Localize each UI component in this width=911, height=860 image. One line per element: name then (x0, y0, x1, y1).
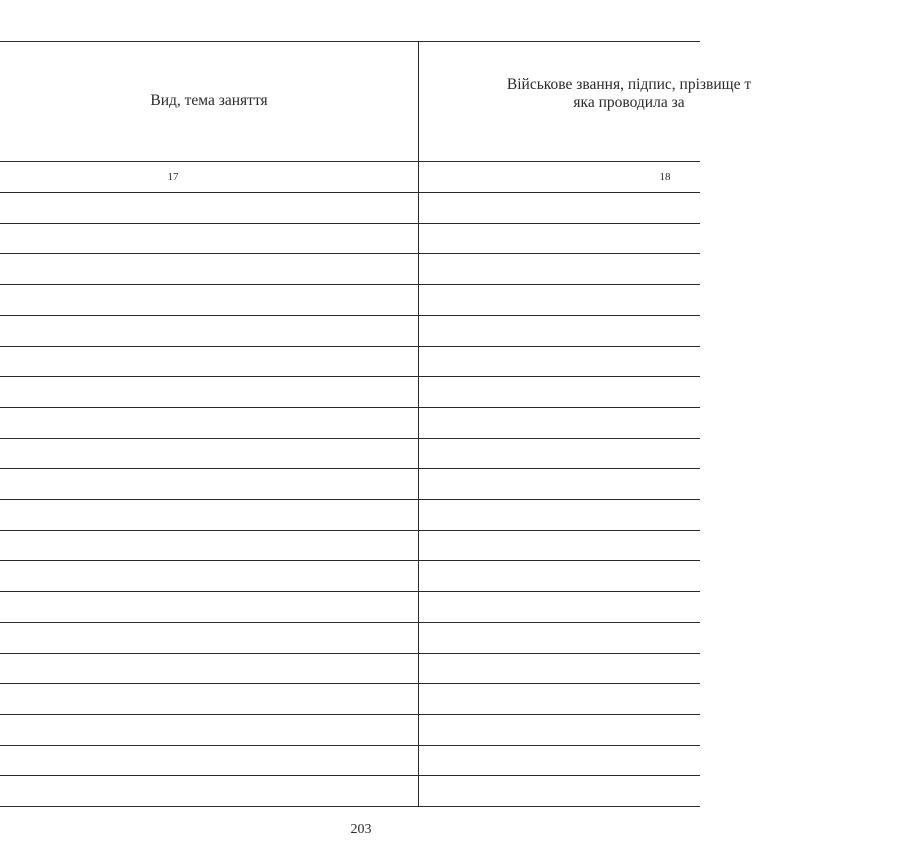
column-number-18 (419, 161, 911, 192)
table-row-cell-instructor (420, 377, 700, 406)
table-row-cell-instructor (420, 347, 700, 376)
table-row-cell-instructor (420, 715, 700, 744)
table-row-cell-instructor (420, 254, 700, 283)
column-header-label-line-1: Військове звання, підпис, прізвище т (506, 76, 752, 93)
column-number-17 (0, 161, 346, 192)
table-row-cell-lesson-topic (0, 684, 418, 713)
table-row-cell-instructor (420, 746, 700, 775)
table-row-cell-instructor (420, 776, 700, 805)
table-row-cell-lesson-topic (0, 561, 418, 590)
table-row-border (0, 806, 700, 807)
table-row-cell-lesson-topic (0, 592, 418, 621)
table-row-cell-instructor (420, 316, 700, 345)
table-row-cell-lesson-topic (0, 439, 418, 468)
table-row-cell-lesson-topic (0, 623, 418, 652)
column-number-label: 17 (167, 170, 179, 183)
table-row-cell-lesson-topic (0, 746, 418, 775)
table-row-cell-lesson-topic (0, 285, 418, 314)
table-row-cell-instructor (420, 654, 700, 683)
table-row-cell-instructor (420, 561, 700, 590)
table-row-cell-lesson-topic (0, 500, 418, 529)
table-row-cell-instructor (420, 193, 700, 222)
table-row-cell-lesson-topic (0, 224, 418, 253)
table-row-cell-lesson-topic (0, 347, 418, 376)
table-row-cell-instructor (420, 531, 700, 560)
column-divider (418, 41, 419, 806)
column-header-label-line-2: яка проводила за (573, 94, 685, 111)
column-header-label: Вид, тема заняття (150, 92, 268, 109)
table-row-cell-instructor (420, 623, 700, 652)
table-row-cell-lesson-topic (0, 377, 418, 406)
training-log-table (0, 41, 752, 806)
column-header-instructor (419, 34, 839, 154)
column-header-lesson-topic (0, 41, 418, 161)
table-row-cell-lesson-topic (0, 654, 418, 683)
table-row-cell-instructor (420, 592, 700, 621)
table-row-cell-lesson-topic (0, 715, 418, 744)
page-number: 203 (350, 822, 372, 837)
table-row-cell-lesson-topic (0, 316, 418, 345)
table-row-cell-instructor (420, 285, 700, 314)
table-row-cell-lesson-topic (0, 776, 418, 805)
table-row-cell-lesson-topic (0, 254, 418, 283)
table-row-cell-instructor (420, 408, 700, 437)
table-row-cell-instructor (420, 500, 700, 529)
table-row-cell-lesson-topic (0, 469, 418, 498)
table-row-cell-lesson-topic (0, 408, 418, 437)
table-row-cell-lesson-topic (0, 531, 418, 560)
table-row-cell-instructor (420, 224, 700, 253)
table-row-cell-instructor (420, 439, 700, 468)
table-row-cell-lesson-topic (0, 193, 418, 222)
column-number-label: 18 (659, 170, 671, 183)
table-row-cell-instructor (420, 469, 700, 498)
table-row-cell-instructor (420, 684, 700, 713)
